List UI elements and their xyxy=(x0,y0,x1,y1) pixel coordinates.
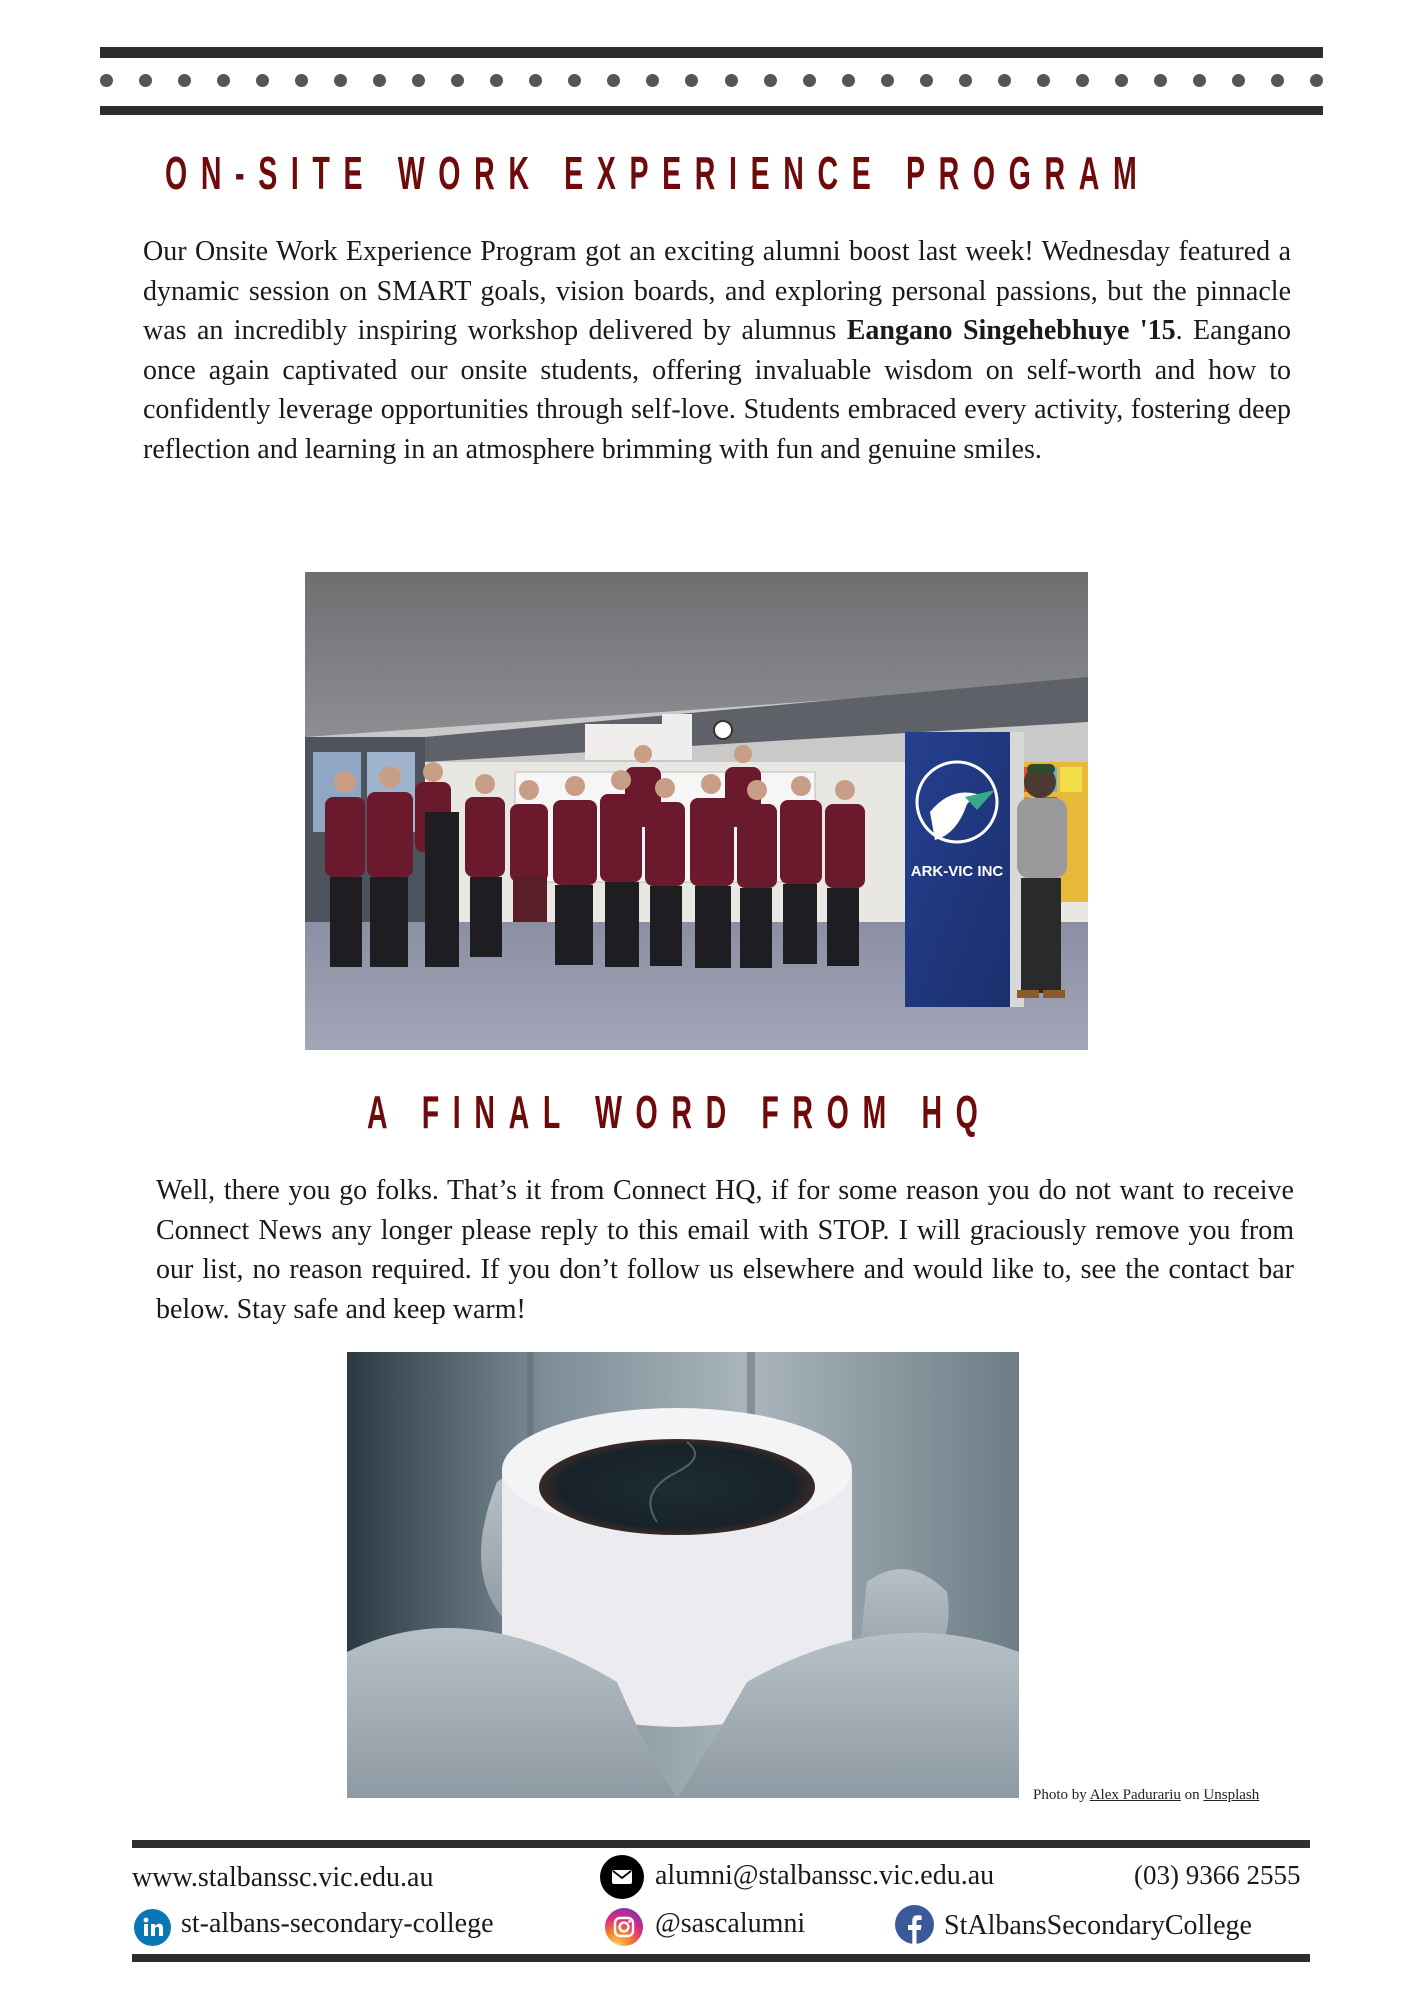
header-dot xyxy=(1271,74,1284,87)
header-dot xyxy=(764,74,777,87)
header-dot xyxy=(920,74,933,87)
footer-rule-bottom xyxy=(132,1954,1310,1962)
footer-facebook-link[interactable]: StAlbansSecondaryCollege xyxy=(944,1910,1252,1941)
header-dot xyxy=(334,74,347,87)
header-dot xyxy=(490,74,503,87)
credit-middle: on xyxy=(1180,1787,1204,1803)
paragraph-text: . Eangano once again captivated our onsite students, offering invaluable wisdom on self-worth and how to confidently leverage opportunities through self-love. Students embraced every activity, fostering deep reflection and learning in an atmosphere brimming with fun and genuine smiles. xyxy=(143,315,1291,465)
footer-linkedin-link[interactable]: st-albans-secondary-college xyxy=(181,1908,494,1939)
header-dot xyxy=(412,74,425,87)
header-dot xyxy=(451,74,464,87)
footer-phone: (03) 9366 2555 xyxy=(1134,1860,1301,1890)
footer-website-link[interactable]: www.stalbanssc.vic.edu.au xyxy=(132,1862,434,1893)
header-rule-bottom xyxy=(100,106,1323,115)
section-heading-work-experience: ON-SITE WORK EXPERIENCE PROGRAM xyxy=(165,147,1151,199)
linkedin-icon xyxy=(134,1909,171,1946)
header-rule-top xyxy=(100,47,1323,58)
header-dot xyxy=(1193,74,1206,87)
footer-email-link[interactable]: alumni@stalbanssc.vic.edu.au xyxy=(655,1860,995,1891)
mail-icon xyxy=(600,1855,644,1899)
header-dot xyxy=(881,74,894,87)
header-dot xyxy=(568,74,581,87)
header-dot xyxy=(1115,74,1128,87)
work-experience-paragraph xyxy=(143,232,1291,469)
footer-rule-top xyxy=(132,1840,1310,1848)
header-dot xyxy=(373,74,386,87)
credit-author-link[interactable]: Alex Padurariu xyxy=(1089,1787,1181,1803)
banner-title: ARK-VIC INC xyxy=(910,863,1004,880)
header-dot xyxy=(998,74,1011,87)
credit-source-link[interactable]: Unsplash xyxy=(1203,1787,1260,1803)
group-photo xyxy=(305,572,1088,1050)
header-dot xyxy=(139,74,152,87)
header-dot xyxy=(178,74,191,87)
header-dot xyxy=(1037,74,1050,87)
header-dot xyxy=(803,74,816,87)
header-dot xyxy=(217,74,230,87)
header-dot xyxy=(100,74,113,87)
coffee-photo xyxy=(347,1352,1019,1798)
credit-prefix: Photo by xyxy=(1033,1787,1090,1803)
alumnus-name: Eangano Singehebhuye '15 xyxy=(846,315,1176,346)
header-dot xyxy=(842,74,855,87)
header-dot xyxy=(959,74,972,87)
header-dot xyxy=(685,74,698,87)
header-dot xyxy=(1154,74,1167,87)
header-dot xyxy=(1076,74,1089,87)
header-dot xyxy=(1232,74,1245,87)
header-dot xyxy=(256,74,269,87)
header-dot xyxy=(295,74,308,87)
header-dot-row xyxy=(100,74,1323,88)
header-dot xyxy=(607,74,620,87)
header-dot xyxy=(1310,74,1323,87)
photo-credit xyxy=(1033,1787,1259,1804)
header-dot xyxy=(725,74,738,87)
header-dot xyxy=(529,74,542,87)
paragraph-text: Our Onsite Work Experience Program got an exciting alumni boost last week! Wednesday featured a dynamic session on SMART goals, vision boards, and exploring personal passions, but the pinnacle was an incredibly inspiring workshop delivered by alumnus xyxy=(143,236,1291,346)
final-word-paragraph: Well, there you go folks. That’s it from Connect HQ, if for some reason you do not want to receive Connect News any longer please reply to this email with STOP. I will graciously remove you from our list, no reason required. If you don’t follow us elsewhere and would like to, see the contact bar below. Stay safe and keep warm! xyxy=(156,1175,1294,1325)
section-heading-final-word: A FINAL WORD FROM HQ xyxy=(367,1086,992,1138)
footer-instagram-link[interactable]: @sascalumni xyxy=(655,1908,806,1939)
header-dot xyxy=(646,74,659,87)
facebook-icon xyxy=(895,1905,934,1944)
instagram-icon xyxy=(605,1908,643,1946)
